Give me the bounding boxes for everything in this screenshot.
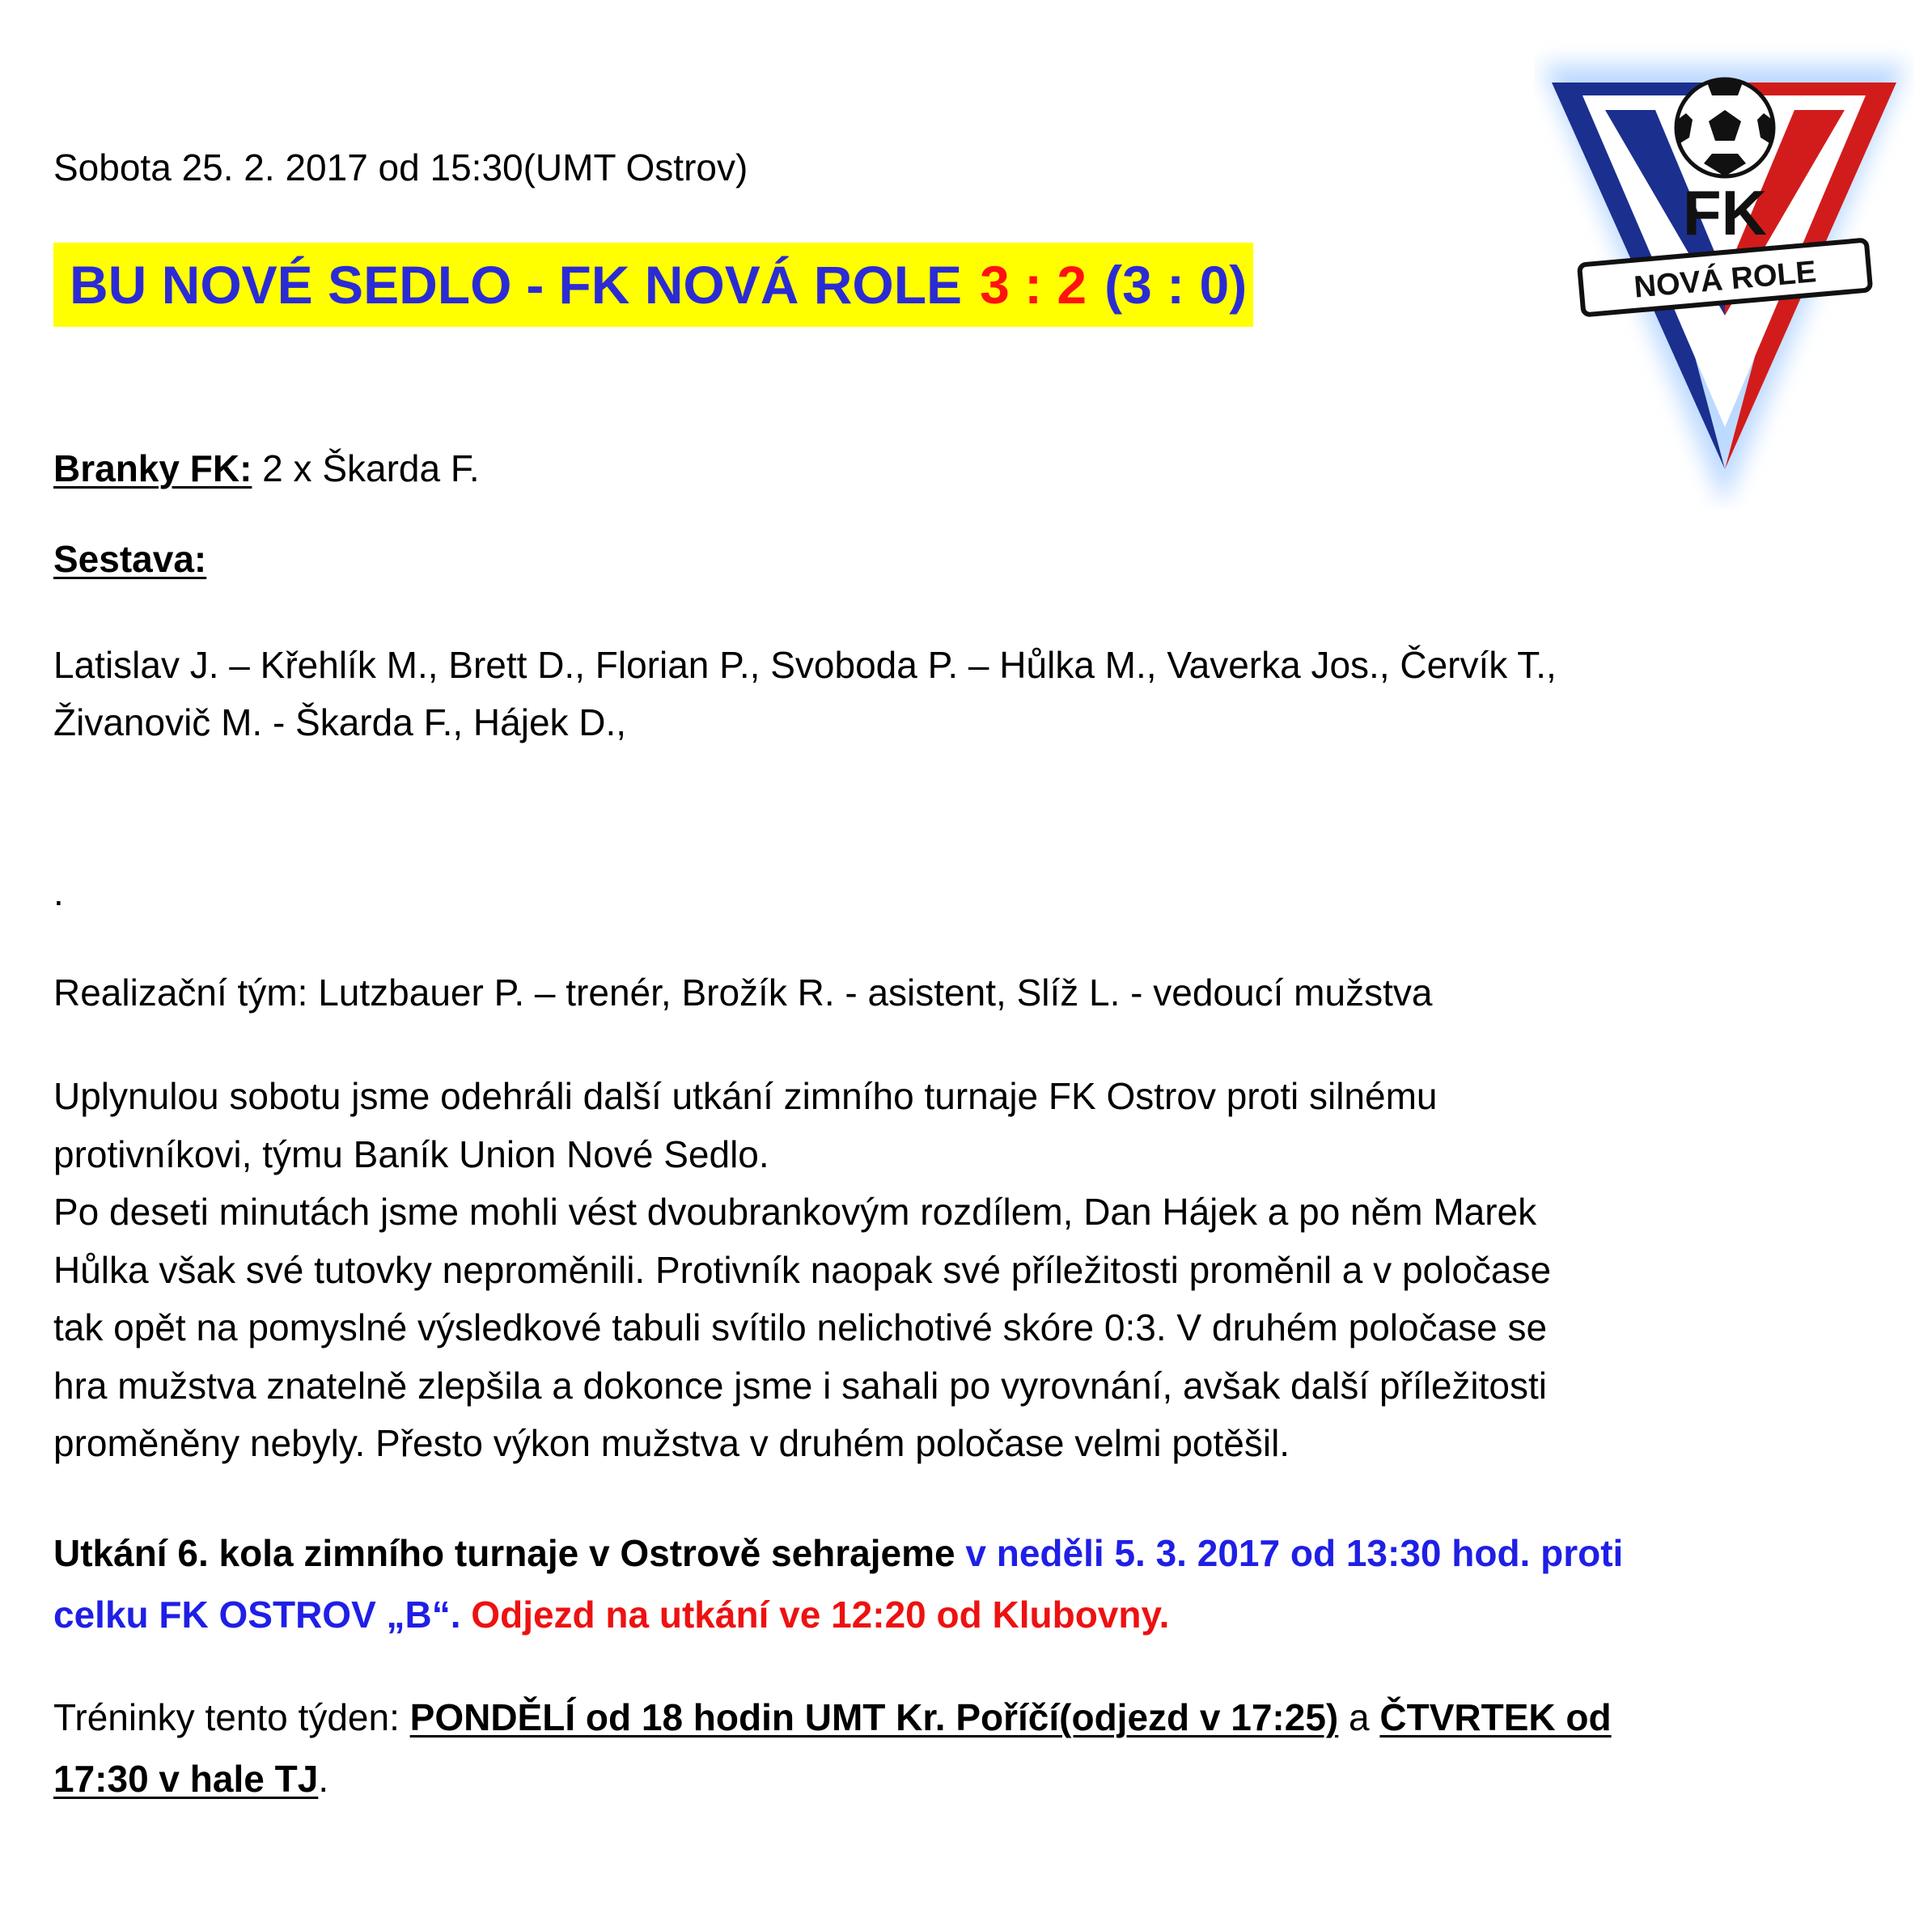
next-match-line-2	[53, 1584, 1623, 1645]
lineup-heading	[53, 531, 206, 588]
next-match-announcement	[53, 1522, 1623, 1645]
training-end: .	[318, 1758, 329, 1800]
match-headline	[53, 243, 1253, 327]
training-line-2	[53, 1748, 1612, 1810]
away-team: FK NOVÁ ROLE	[558, 255, 963, 315]
goals-line	[53, 440, 480, 497]
logo-fk-text: FK	[1683, 177, 1767, 248]
report-line: protivníkovi, týmu Baník Union Nové Sedlo.	[53, 1132, 769, 1175]
lineup-text	[53, 637, 1557, 751]
report-line: proměněny nebyly. Přesto výkon mužstva v druhém poločase velmi potěšil.	[53, 1422, 1290, 1464]
lineup-line: Latislav J. – Křehlík M., Brett D., Florian P., Svoboda P. – Hůlka M., Vaverka Jos., Červík T.,	[53, 644, 1557, 686]
training-connector: a	[1338, 1696, 1380, 1738]
report-line: hra mužstva znatelně zlepšila a dokonce jsme i sahali po vyrovnání, avšak další příležitosti	[53, 1364, 1548, 1407]
departure-info: Odjezd na utkání ve 12:20 od Klubovny.	[460, 1594, 1170, 1636]
logo-banner-text: NOVÁ ROLE	[1632, 255, 1818, 305]
next-match-when: v neděli 5. 3. 2017 od 13:30 hod. proti	[965, 1532, 1624, 1574]
next-match-intro: Utkání 6. kola zimního turnaje v Ostrově sehrajeme	[53, 1532, 966, 1574]
training-thursday-2: 17:30 v hale TJ	[53, 1758, 319, 1800]
report-line: tak opět na pomyslné výsledkové tabuli svítilo nelichotivé skóre 0:3. V druhém poločase se	[53, 1306, 1548, 1348]
training-prefix: Tréninky tento týden:	[53, 1696, 410, 1738]
goals-label: Branky FK:	[53, 447, 252, 489]
report-line: Hůlka však své tutovky neproměnili. Protivník naopak své příležitosti proměnil a v poločase	[53, 1248, 1552, 1291]
lineup-line: Živanovič M. - Škarda F., Hájek D.,	[53, 701, 627, 743]
next-match-opponent: celku FK OSTROV „B“.	[53, 1594, 461, 1636]
match-report	[53, 1068, 1551, 1473]
home-team: BU NOVÉ SEDLO	[70, 255, 512, 315]
match-date: Sobota 25. 2. 2017 od 15:30(UMT Ostrov)	[53, 146, 748, 188]
halftime-score: (3 : 0)	[1104, 255, 1248, 315]
final-score: 3 : 2	[980, 255, 1087, 315]
next-match-line-1	[53, 1522, 1623, 1584]
club-logo	[1534, 32, 1914, 510]
training-line-1	[53, 1687, 1612, 1748]
training-thursday-1: ČTVRTEK od	[1379, 1696, 1612, 1738]
training-monday: PONDĚLÍ od 18 hodin UMT Kr. Poříčí(odjezd v 17:25)	[409, 1696, 1339, 1738]
separator-dot: .	[53, 871, 64, 913]
report-line: Po deseti minutách jsme mohli vést dvoubrankovým rozdílem, Dan Hájek a po něm Marek	[53, 1191, 1537, 1233]
team-separator: -	[526, 255, 544, 315]
staff-line: Realizační tým: Lutzbauer P. – trenér, Brožík R. - asistent, Slíž L. - vedoucí mužstva	[53, 971, 1433, 1014]
report-line: Uplynulou sobotu jsme odehráli další utkání zimního turnaje FK Ostrov proti silnému	[53, 1075, 1438, 1117]
training-schedule	[53, 1687, 1612, 1810]
goals-value: 2 x Škarda F.	[262, 447, 480, 489]
lineup-label: Sestava:	[53, 538, 207, 580]
